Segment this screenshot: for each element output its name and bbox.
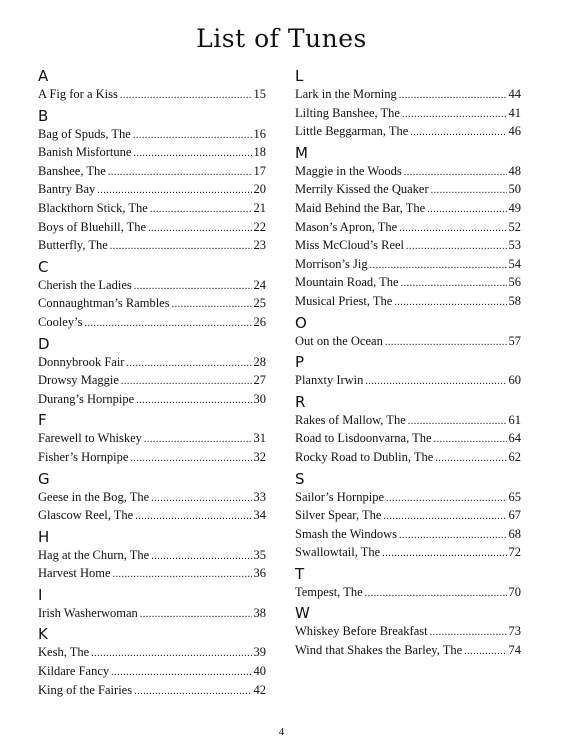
dot-leader [385,332,507,353]
tune-page-number: 41 [508,105,521,120]
dot-leader [382,543,506,564]
dot-leader [140,604,252,625]
section-letter: D [38,334,50,353]
tune-entry [38,488,266,507]
tune-page-number: 73 [508,624,521,639]
tune-name: A Fig for a Kiss [38,87,118,101]
tune-name: Musical Priest, The [295,293,393,308]
tune-page-number: 49 [508,200,521,215]
dot-leader [365,583,507,604]
tune-page-number: 23 [253,238,266,253]
tune-name: Sailor’s Hornpipe [295,489,384,504]
tune-name: Maggie in the Woods [295,163,402,178]
tune-page-number: 17 [253,163,266,178]
tune-name: Durang’s Hornpipe [38,391,135,406]
tune-page-number: 65 [508,489,521,504]
tune-entry [38,448,266,467]
tune-name: Bag of Spuds, The [38,126,131,141]
tune-entry [295,236,521,255]
tune-entry [295,525,521,544]
tune-name: Hag at the Churn, The [38,547,150,562]
dot-leader [435,448,506,469]
dot-leader [134,681,251,702]
tune-entry [38,546,266,565]
section-letter: M [295,143,308,162]
tune-name: Road to Lisdoonvarna, The [295,431,432,446]
section-letter: O [295,313,307,332]
tune-name: Harvest Home [38,566,111,581]
tune-entry [38,180,266,199]
tune-entry [295,411,521,430]
tune-name: Farewell to Whiskey [38,431,142,446]
tune-page-number: 53 [508,238,521,253]
tune-page-number: 50 [508,182,521,197]
section-d [38,336,266,409]
tune-name: Connaughtman’s Rambles [38,296,170,311]
dot-leader [110,236,252,257]
tune-page-number: 68 [508,526,521,541]
dot-leader [97,180,251,201]
dot-leader [134,276,252,297]
tune-name: Whiskey Before Breakfast [295,624,428,639]
tune-page-number: 52 [508,219,521,234]
section-letter: S [295,469,305,488]
dot-leader [464,641,506,662]
tune-entry [38,313,266,332]
section-w [295,605,521,659]
section-l [295,68,521,141]
tune-page-number: 33 [253,489,266,504]
dot-leader [370,255,507,276]
dot-leader [121,371,252,392]
tune-page-number: 27 [253,373,266,388]
tune-name: King of the Fairies [38,682,133,697]
tune-page-number: 67 [508,508,521,523]
tune-entry [295,199,521,218]
dot-leader [402,104,507,125]
section-letter: P [295,353,305,372]
tune-entry [295,543,521,562]
tune-entry [38,162,266,181]
section-letter: F [38,411,47,430]
tune-entry [295,122,521,141]
section-i [38,587,266,623]
tune-name: Rakes of Mallow, The [295,412,406,427]
section-c [38,259,266,332]
tune-name: Cherish the Ladies [38,277,132,292]
dot-leader [135,506,251,527]
tune-page-number: 58 [508,293,521,308]
tune-name: Silver Spear, The [295,508,382,523]
tune-entry [295,292,521,311]
tune-page-number: 48 [508,163,521,178]
tune-entry [38,681,266,700]
tune-entry [38,662,266,681]
dot-leader [399,525,506,546]
tune-page-number: 22 [253,219,266,234]
tune-page-number: 72 [508,545,521,560]
dot-leader [427,199,506,220]
dot-leader [399,218,506,239]
tune-page-number: 16 [253,126,266,141]
tune-page-number: 32 [253,449,266,464]
section-r [295,394,521,467]
tune-name: Bantry Bay [38,182,96,197]
dot-leader [172,294,252,315]
section-letter: L [295,67,304,85]
tune-name: Banish Misfortune [38,145,132,160]
tune-name: Boys of Bluehill, The [38,219,147,234]
tune-entry [38,218,266,237]
tune-name: Butterfly, The [38,238,108,253]
tune-entry [38,276,266,295]
tune-page-number: 25 [253,296,266,311]
section-letter: C [38,257,49,276]
dot-leader [113,564,252,585]
tune-page-number: 44 [508,87,521,101]
dot-leader [430,622,507,643]
dot-leader [151,488,251,509]
tune-page-number: 34 [253,508,266,523]
dot-leader [120,85,252,106]
tune-name: Lark in the Morning [295,87,397,101]
tune-page-number: 20 [253,182,266,197]
tune-entry [38,604,266,623]
dot-leader [136,390,251,411]
tune-name: Kesh, The [38,645,90,660]
tune-page-number: 57 [508,333,521,348]
tune-entry [295,85,521,104]
section-s [295,471,521,562]
tune-entry [38,143,266,162]
dot-leader [130,448,251,469]
section-letter: K [38,625,48,644]
tune-name: Irish Washerwoman [38,605,138,620]
tune-name: Swallowtail, The [295,545,381,560]
tune-page-number: 46 [508,124,521,139]
tune-entry [38,506,266,525]
tune-entry [295,180,521,199]
dot-leader [111,662,251,683]
tune-entry [295,162,521,181]
section-b [38,108,266,255]
tune-name: Geese in the Bog, The [38,489,150,504]
left-column [38,68,266,699]
tune-entry [38,199,266,218]
tune-entry [295,273,521,292]
tune-entry [38,236,266,255]
section-o [295,315,521,351]
section-letter: H [38,527,50,546]
section-p [295,354,521,390]
section-k [38,626,266,699]
dot-leader [401,273,507,294]
tune-name: Blackthorn Stick, The [38,200,148,215]
tune-entry [295,429,521,448]
dot-leader [399,85,507,106]
tune-entry [295,488,521,507]
section-letter: I [38,585,43,604]
tune-entry [38,371,266,390]
tune-page-number: 28 [253,354,266,369]
tune-page-number: 56 [508,275,521,290]
tune-entry [295,583,521,602]
tune-name: Fisher’s Hornpipe [38,449,129,464]
page-number: 4 [278,726,285,738]
tune-page-number: 42 [253,682,266,697]
section-g [38,471,266,525]
right-column [295,68,521,660]
tune-name: Smash the Windows [295,526,398,541]
tune-name: Donnybrook Fair [38,354,125,369]
tune-name: Glascow Reel, The [38,508,134,523]
section-letter: T [295,564,305,583]
dot-leader [150,199,252,220]
tune-name: Rocky Road to Dublin, The [295,449,434,464]
section-letter: B [38,106,49,125]
section-letter: R [295,392,306,411]
tune-entry [295,622,521,641]
tune-entry [38,85,266,104]
dot-leader [408,411,507,432]
tune-page-number: 64 [508,431,521,446]
tune-page-number: 70 [508,584,521,599]
dot-leader [365,371,506,392]
dot-leader [108,162,252,183]
tune-name: Morrison’s Jig [295,256,368,271]
dot-leader [404,162,507,183]
tune-page-number: 60 [508,373,521,388]
tune-page-number: 21 [253,200,266,215]
tune-page-number: 31 [253,431,266,446]
tune-name: Mason’s Apron, The [295,219,398,234]
tune-entry [38,429,266,448]
tune-page-number: 54 [508,256,521,271]
dot-leader [133,143,251,164]
tune-name: Mountain Road, The [295,275,399,290]
tune-entry [38,643,266,662]
section-f [38,412,266,466]
dot-leader [148,218,251,239]
tune-page-number: 40 [253,664,266,679]
dot-leader [126,353,251,374]
dot-leader [144,429,252,450]
tune-name: Merrily Kissed the Quaker [295,182,429,197]
tune-entry [295,641,521,660]
tune-name: Drowsy Maggie [38,373,119,388]
dot-leader [410,122,506,143]
tune-entry [38,294,266,313]
tune-page-number: 38 [253,605,266,620]
tune-name: Kildare Fancy [38,664,110,679]
tune-entry [295,218,521,237]
section-t [295,566,521,602]
tune-entry [295,104,521,123]
section-letter: G [38,469,50,488]
section-h [38,529,266,583]
tune-entry [295,506,521,525]
dot-leader [431,180,507,201]
tune-page-number: 74 [508,643,521,658]
tune-name: Maid Behind the Bar, The [295,200,426,215]
dot-leader [406,236,506,257]
dot-leader [151,546,251,567]
tune-name: Wind that Shakes the Barley, The [295,643,463,658]
tune-page-number: 61 [508,412,521,427]
section-m [295,145,521,311]
tune-page-number: 36 [253,566,266,581]
tune-entry [295,371,521,390]
section-letter: W [295,604,310,623]
page-title: List of Tunes [196,24,367,53]
tune-page-number: 62 [508,449,521,464]
tune-entry [38,564,266,583]
tune-entry [295,332,521,351]
dot-leader [386,488,507,509]
tune-entry [295,255,521,274]
tune-page-number: 30 [253,391,266,406]
dot-leader [91,643,251,664]
tune-page-number: 15 [253,87,266,101]
tune-page-number: 18 [253,145,266,160]
section-letter: A [38,67,49,85]
tune-page-number: 24 [253,277,266,292]
dot-leader [383,506,506,527]
dot-leader [394,292,506,313]
dot-leader [84,313,251,334]
dot-leader [434,429,507,450]
tune-name: Little Beggarman, The [295,124,409,139]
tune-entry [38,353,266,372]
tune-page-number: 35 [253,547,266,562]
tune-page-number: 39 [253,645,266,660]
tune-name: Planxty Irwin [295,373,364,388]
tune-entry [38,125,266,144]
tune-entry [295,448,521,467]
tune-name: Lilting Banshee, The [295,105,400,120]
tune-name: Tempest, The [295,584,363,599]
tune-name: Cooley’s [38,314,83,329]
tune-entry [38,390,266,409]
section-a [38,68,266,104]
tune-page-number: 26 [253,314,266,329]
tune-name: Out on the Ocean [295,333,383,348]
tune-name: Miss McCloud’s Reel [295,238,405,253]
dot-leader [133,125,252,146]
tune-name: Banshee, The [38,163,106,178]
